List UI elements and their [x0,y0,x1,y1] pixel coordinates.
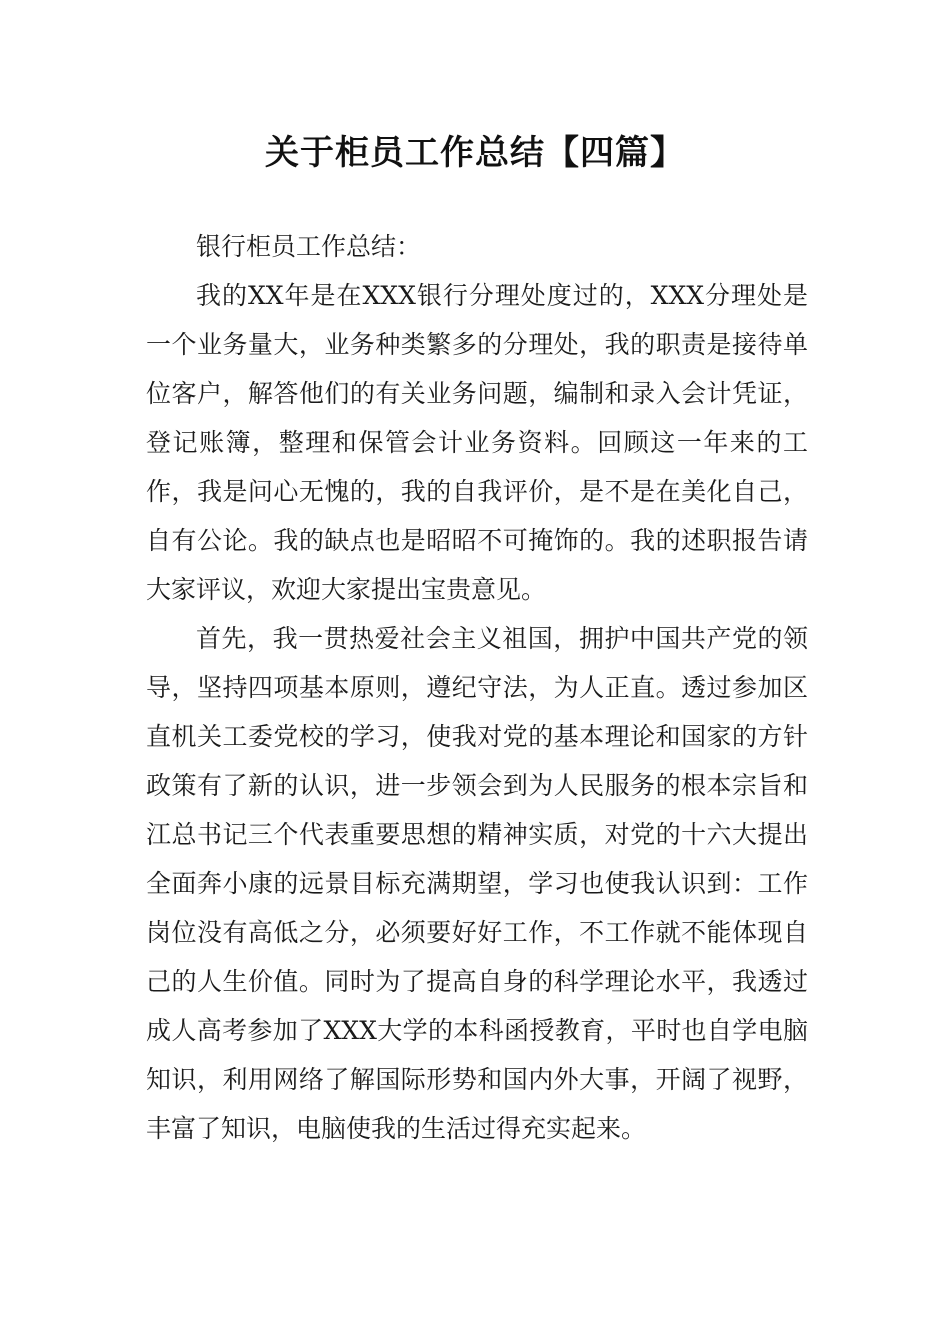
document-title: 关于柜员工作总结【四篇】 [265,133,685,173]
paragraph-first: 首先，我一贯热爱社会主义祖国，拥护中国共产党的领导，坚持四项基本原则，遵纪守法，为人正直。透过参加区直机关工委党校的学习，使我对党的基本理论和国家的方针政策有了新的认识，进一步领会到为人民服务的根本宗旨和江总书记三个代表重要思想的精神实质，对党的十六大提出全面奔小康的远景目标充满期望，学习也使我认识到：工作岗位没有高低之分，必须要好好工作，不工作就不能体现自己的人生价值。同时为了提高自身的科学理论水平，我透过成人高考参加了XXX大学的本科函授教育，平时也自学电脑知识，利用网络了解国际形势和国内外大事，开阔了视野，丰富了知识，电脑使我的生活过得充实起来。 [146,624,808,1143]
document-body [146,222,808,1153]
paragraph-heading: 银行柜员工作总结： [196,232,422,261]
paragraph-intro: 我的XX年是在XXX银行分理处度过的，XXX分理处是一个业务量大，业务种类繁多的分理处，我的职责是接待单位客户，解答他们的有关业务问题，编制和录入会计凭证，登记账簿，整理和保管会计业务资料。回顾这一年来的工作，我是问心无愧的，我的自我评价，是不是在美化自己，自有公论。我的缺点也是昭昭不可掩饰的。我的述职报告请大家评议，欢迎大家提出宝贵意见。 [146,281,808,604]
